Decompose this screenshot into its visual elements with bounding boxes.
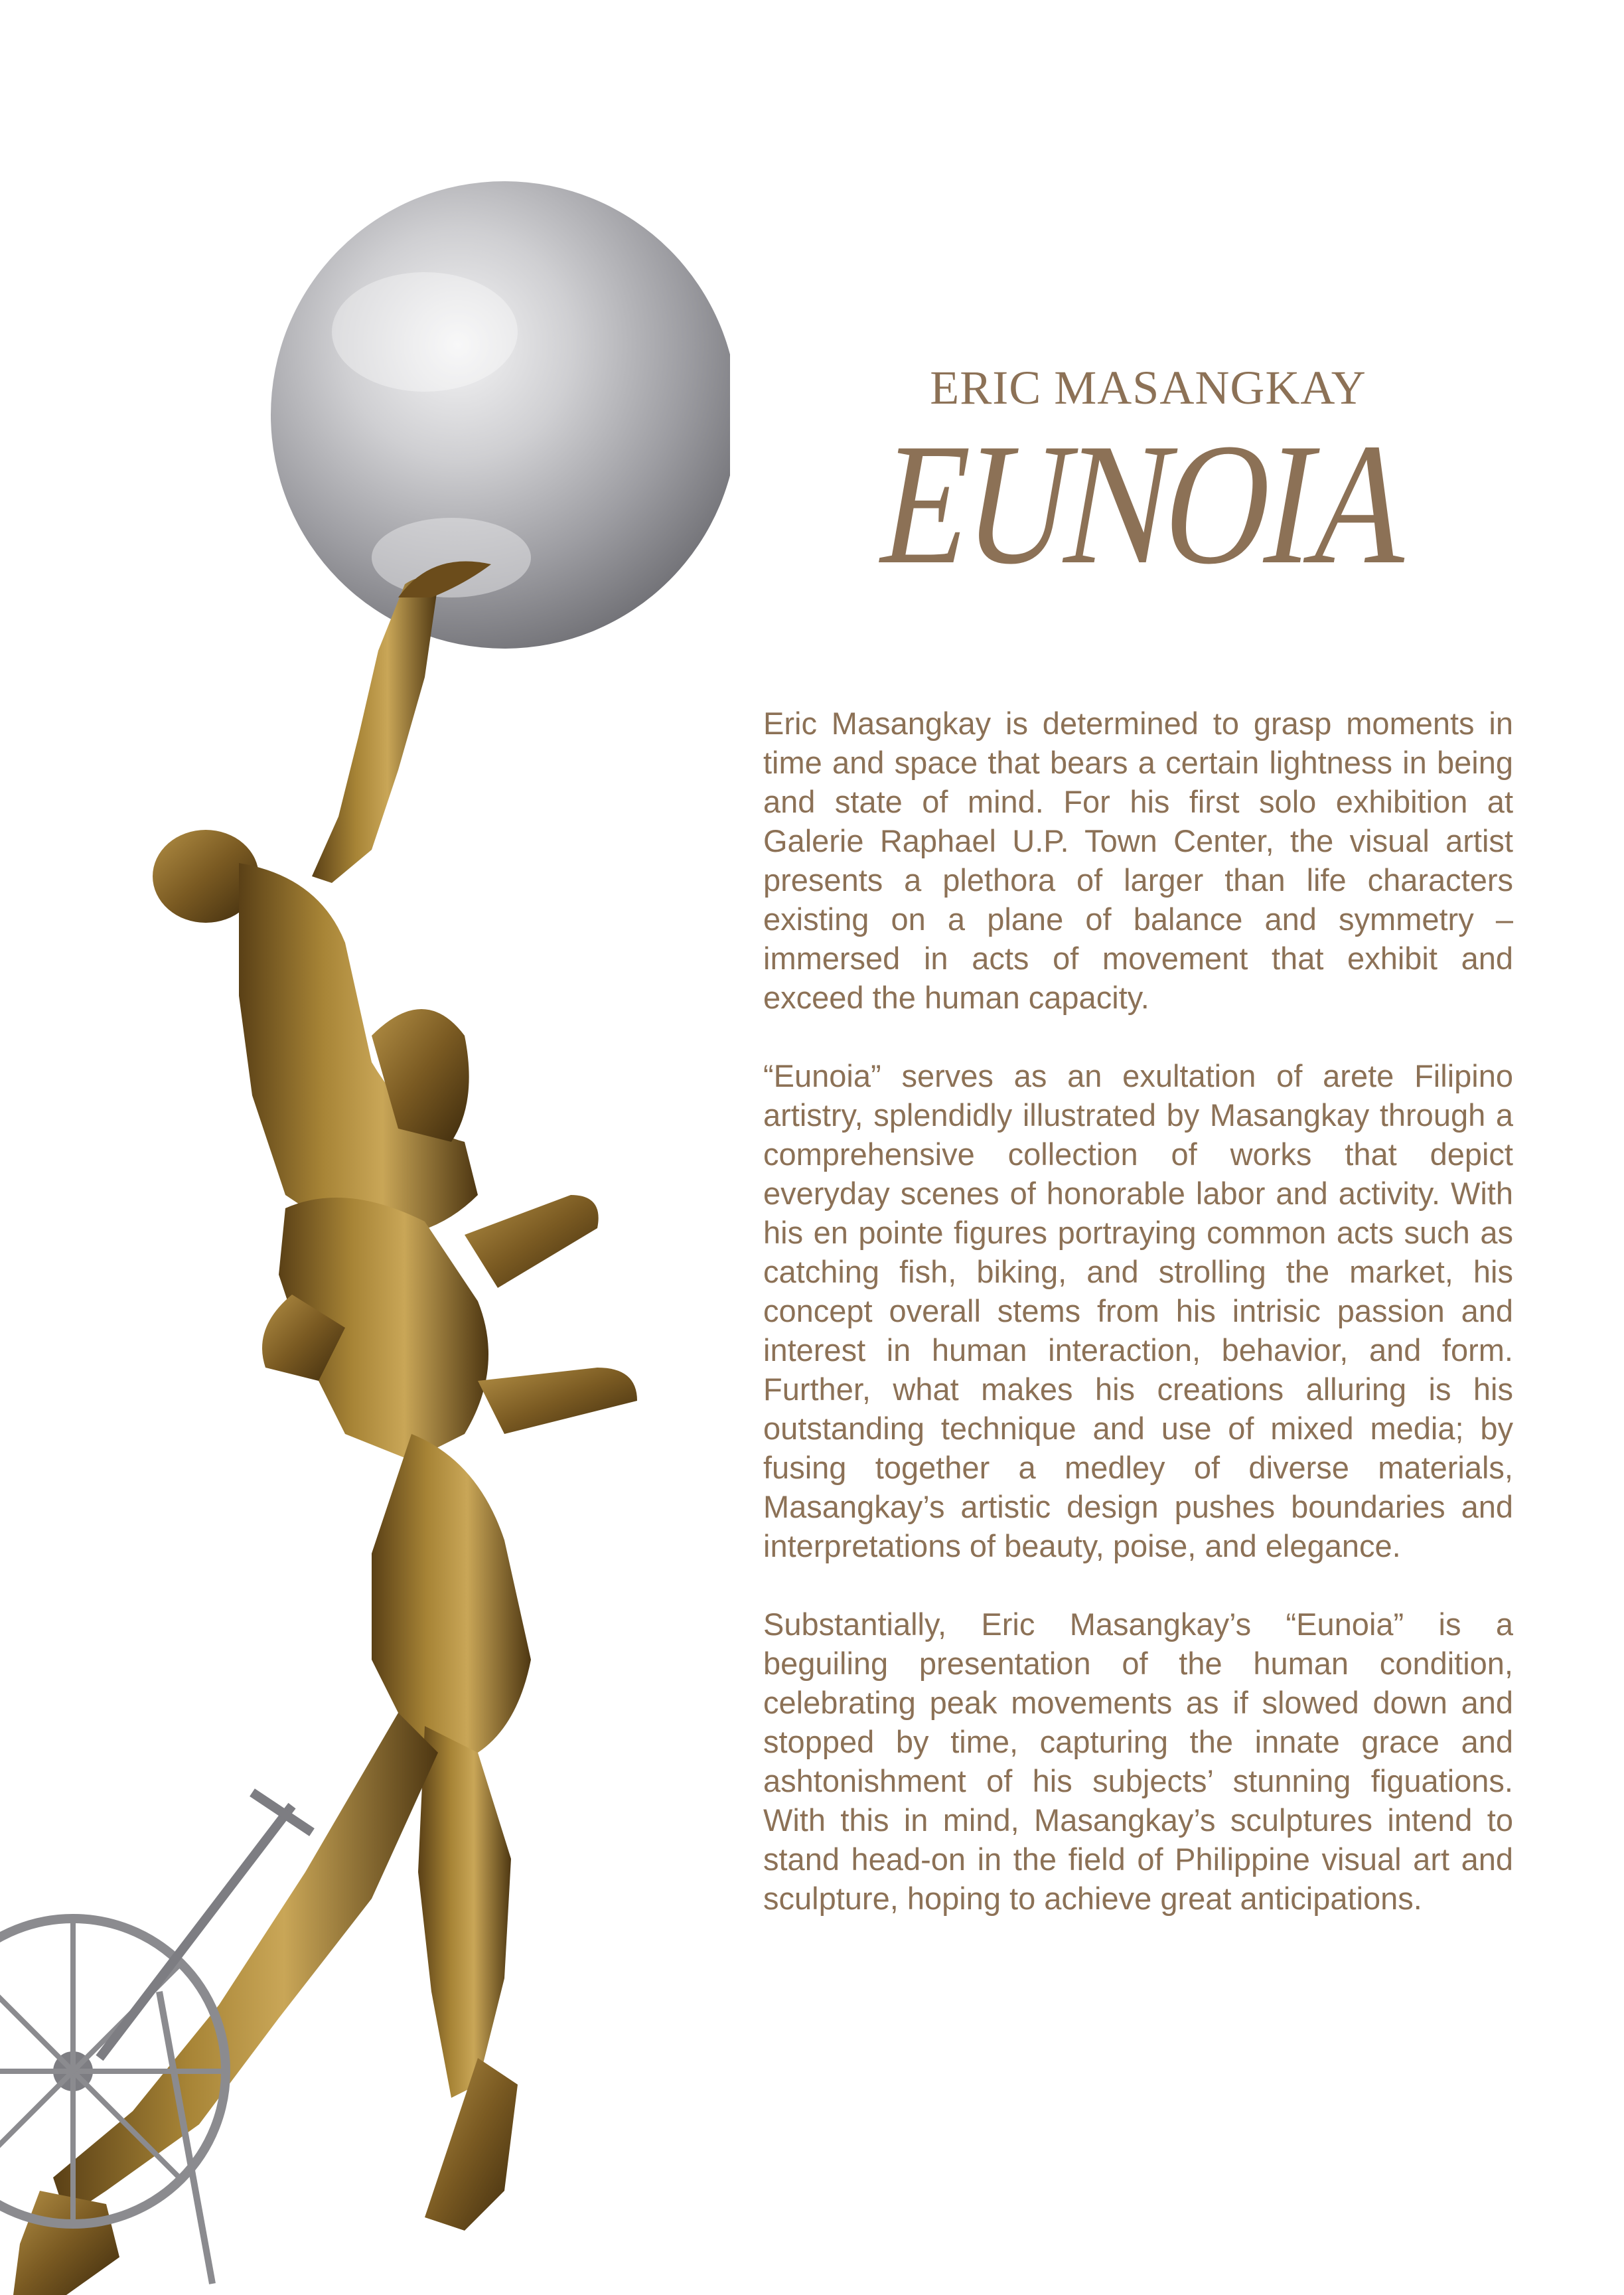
description-paragraph-1: Eric Masangkay is determined to grasp moments in time and space that bears a certain lightness in being and state of mind. For his first solo exhibition at Galerie Raphael U.P. Town Center, the visual artist presents a plethora of larger than life characters existing on a plane of balance and symmetry – immersed in acts of movement that exhibit and exceed the human capacity. — [763, 706, 1513, 1015]
description-paragraph-3: Substantially, Eric Masangkay’s “Eunoia” is a beguiling presentation of the human condition, celebrating peak movements as if slowed down and stopped by time, capturing the innate grace and ashtonishment of his subjects’ stunning figuations. With this in mind, Masangkay’s sculptures intend to stand head-on in the field of Philippine visual art and sculpture, hoping to achieve great anticipations. — [763, 1607, 1513, 1916]
exhibition-title: EUNOIA — [867, 408, 1429, 600]
sculpture-image — [0, 0, 730, 2295]
artist-name: ERIC MASANGKAY — [930, 361, 1366, 414]
description-paragraph-2: “Eunoia” serves as an exultation of arete Filipino artistry, splendidly illustrated by Masangkay through a comprehensive collection of works that depict everyday scenes of honorable labor and activity. With his en pointe figures portraying common acts such as catching fish, biking, and strolling the market, his concept overall stems from his intrisic passion and interest in human interaction, behavior, and form. Further, what makes his creations alluring is his outstanding technique and use of mixed media; by fusing together a medley of diverse materials, Masangkay’s artistic design pushes boundaries and interpretations of beauty, poise, and elegance. — [763, 1058, 1513, 1563]
exhibition-header — [763, 361, 1533, 600]
exhibition-description — [763, 704, 1513, 1957]
